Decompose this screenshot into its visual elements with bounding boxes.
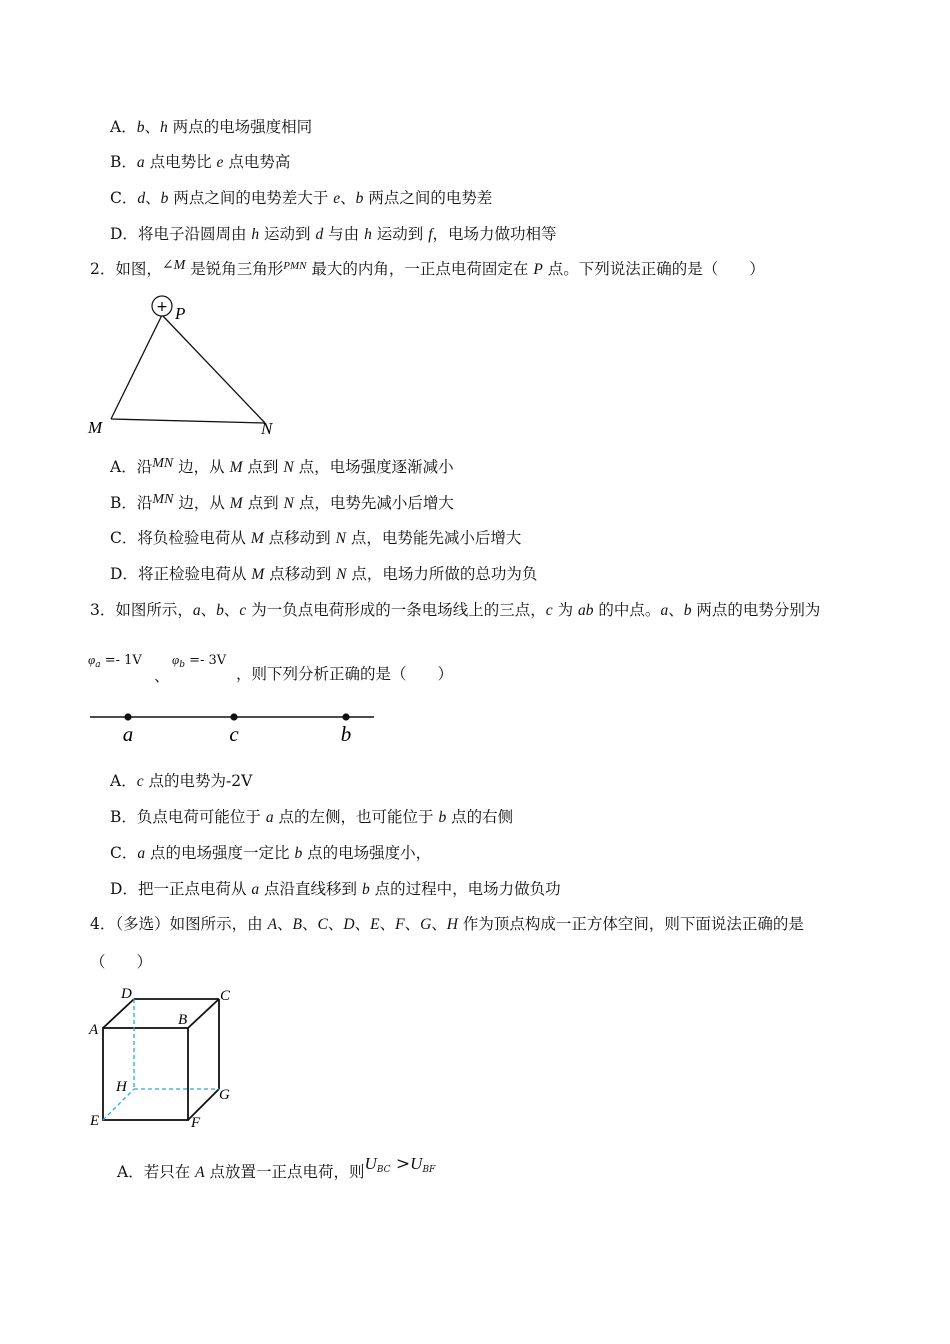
text: 点的右侧 bbox=[446, 808, 514, 826]
var: h bbox=[159, 119, 168, 136]
var: a bbox=[137, 845, 146, 862]
text: 、 bbox=[327, 915, 344, 933]
text: 点移动到 bbox=[263, 529, 336, 547]
var: M bbox=[229, 495, 243, 512]
var: d bbox=[315, 226, 324, 243]
u-symbol: U bbox=[410, 1154, 423, 1173]
text: 如图所示， bbox=[115, 601, 193, 619]
q1-option-b bbox=[110, 152, 290, 173]
text: 将负检验电荷从 bbox=[137, 529, 251, 547]
option-letter: B． bbox=[110, 153, 137, 171]
text: 点，电场强度逐渐减小 bbox=[293, 458, 454, 476]
var: M bbox=[229, 459, 243, 476]
q2-option-d bbox=[110, 564, 537, 585]
text: 是锐角三角形 bbox=[185, 260, 284, 278]
phi-symbol: φ bbox=[172, 652, 180, 667]
text: （多选）如图所示，由 bbox=[115, 915, 268, 933]
var: F bbox=[395, 916, 405, 933]
label-b: b bbox=[340, 722, 352, 746]
var: N bbox=[283, 459, 294, 476]
option-letter: B． bbox=[110, 808, 137, 826]
var: b bbox=[361, 881, 370, 898]
voltage-inequality bbox=[365, 1155, 436, 1173]
q2-option-a bbox=[110, 457, 454, 479]
option-letter: D． bbox=[110, 225, 138, 243]
option-letter: D． bbox=[110, 565, 138, 583]
question-number: 4． bbox=[90, 915, 116, 933]
text: 若只在 bbox=[143, 1163, 196, 1181]
label-g: G bbox=[219, 1087, 230, 1103]
var: d bbox=[137, 190, 146, 207]
question-number: 3． bbox=[90, 601, 116, 619]
text: 、 bbox=[379, 915, 396, 933]
text: 点放置一正点电荷，则 bbox=[204, 1163, 365, 1181]
math-triangle: PMN bbox=[283, 260, 307, 272]
phi-a-formula bbox=[88, 650, 142, 675]
text: 作为顶点构成一正方体空间，则下面说法正确的是 bbox=[458, 915, 804, 933]
charge-sign: + bbox=[156, 299, 168, 315]
var: M bbox=[250, 530, 264, 547]
var: h bbox=[364, 226, 372, 243]
text: 点到 bbox=[242, 458, 284, 476]
var: e bbox=[216, 154, 224, 171]
var: b bbox=[438, 809, 447, 826]
math-mn: MN bbox=[152, 456, 174, 471]
text: 点，电场力所做的总功为负 bbox=[346, 565, 538, 583]
text: 沿 bbox=[136, 458, 153, 476]
triangle-figure bbox=[80, 290, 300, 440]
label-p: P bbox=[175, 304, 186, 323]
u-symbol: U bbox=[364, 1154, 377, 1173]
var: N bbox=[283, 495, 294, 512]
subscript: a bbox=[95, 660, 101, 670]
var: b bbox=[683, 602, 692, 619]
text: 、 bbox=[354, 915, 371, 933]
text: 两点之间的电势差大于 bbox=[168, 189, 334, 207]
text: 边，从 bbox=[173, 494, 230, 512]
var: H bbox=[446, 916, 458, 933]
edge-pm bbox=[111, 315, 162, 419]
var: A bbox=[267, 916, 278, 933]
text: 点到 bbox=[242, 494, 284, 512]
option-letter: C． bbox=[110, 529, 138, 547]
text: 点的电场强度小， bbox=[302, 844, 432, 862]
q2-option-c bbox=[110, 528, 521, 549]
text: 点的电场强度一定比 bbox=[145, 844, 295, 862]
point-a bbox=[124, 713, 131, 720]
var: e bbox=[333, 190, 341, 207]
label-c: C bbox=[220, 988, 231, 1004]
var: a bbox=[251, 881, 260, 898]
text: 最大的内角，一正点电荷固定在 bbox=[306, 260, 534, 278]
label-a: A bbox=[89, 1022, 99, 1038]
var: b bbox=[160, 190, 169, 207]
q4-stem-line1 bbox=[90, 914, 804, 935]
q3-option-a bbox=[110, 771, 252, 792]
separator: 、 bbox=[154, 667, 170, 685]
option-letter: A． bbox=[110, 458, 137, 476]
edge-mn bbox=[111, 419, 265, 423]
text: 运动到 bbox=[259, 225, 316, 243]
var: A bbox=[195, 1164, 205, 1181]
math-angle: ∠M bbox=[161, 258, 186, 273]
subscript: BC bbox=[376, 1165, 391, 1175]
front-face bbox=[103, 1028, 188, 1120]
q4-option-a bbox=[117, 1154, 436, 1188]
text: 点电势高 bbox=[223, 153, 291, 171]
q1-option-d bbox=[110, 224, 557, 245]
var: C bbox=[317, 916, 328, 933]
var: M bbox=[251, 566, 265, 583]
option-letter: C． bbox=[110, 844, 138, 862]
text: ，电场力做功相等 bbox=[432, 225, 557, 243]
text: 将正检验电荷从 bbox=[137, 565, 252, 583]
var: N bbox=[336, 566, 347, 583]
text: 运动到 bbox=[371, 225, 429, 243]
text: 点沿直线移到 bbox=[259, 880, 362, 898]
text: 、 bbox=[340, 189, 356, 207]
q1-option-c bbox=[110, 188, 492, 209]
point-b bbox=[342, 713, 349, 720]
var: a bbox=[136, 154, 145, 171]
option-letter: B． bbox=[110, 494, 137, 512]
text: 的中点。 bbox=[593, 601, 661, 619]
question-number: 2． bbox=[90, 260, 116, 278]
text: 点的过程中，电场力做负功 bbox=[369, 880, 561, 898]
subscript: BF bbox=[422, 1165, 436, 1175]
var: h bbox=[251, 226, 260, 243]
var: D bbox=[343, 916, 355, 933]
label-e: E bbox=[90, 1113, 100, 1129]
var: c bbox=[136, 773, 144, 790]
cube-figure bbox=[85, 982, 245, 1132]
text: 负点电荷可能位于 bbox=[136, 808, 266, 826]
var: a bbox=[265, 809, 274, 826]
value: =- 1V bbox=[104, 653, 142, 668]
var: c bbox=[545, 602, 553, 619]
var: a bbox=[192, 602, 201, 619]
operator: > bbox=[390, 1154, 411, 1174]
point-c bbox=[230, 713, 237, 720]
edge-ad bbox=[103, 999, 134, 1028]
label-d: D bbox=[121, 986, 132, 1002]
field-line-figure bbox=[90, 705, 380, 750]
var: b bbox=[355, 190, 364, 207]
label-m: M bbox=[88, 418, 103, 437]
text: 两点的电势分别为 bbox=[691, 601, 821, 619]
text: 为一负点电荷形成的一条电场线上的三点， bbox=[246, 601, 546, 619]
text: 、 bbox=[431, 915, 447, 933]
var: b bbox=[216, 602, 224, 619]
var: E bbox=[370, 916, 380, 933]
q1-option-a bbox=[110, 117, 312, 138]
var: P bbox=[533, 261, 543, 278]
q3-option-d bbox=[110, 879, 561, 900]
text: 、 bbox=[277, 915, 293, 933]
var: f bbox=[428, 226, 433, 243]
value: =- 3V bbox=[189, 653, 227, 668]
var: B bbox=[292, 916, 303, 933]
q3-option-b bbox=[110, 807, 513, 828]
text: 点的电势为-2V bbox=[143, 772, 253, 790]
text: 、 bbox=[144, 118, 160, 136]
text: 、 bbox=[145, 189, 161, 207]
text: 沿 bbox=[136, 494, 153, 512]
option-letter: A． bbox=[110, 118, 137, 136]
q3-option-c bbox=[110, 843, 431, 864]
edge-pn bbox=[162, 315, 265, 423]
option-letter: D． bbox=[110, 880, 138, 898]
text: 、 bbox=[404, 915, 421, 933]
q3-stem-line1 bbox=[90, 600, 820, 621]
phi-symbol: φ bbox=[88, 652, 96, 667]
text: 如图， bbox=[115, 260, 162, 278]
text: 两点的电场强度相同 bbox=[167, 118, 313, 136]
text: 与由 bbox=[323, 225, 365, 243]
math-mn: MN bbox=[152, 492, 174, 507]
option-letter: A． bbox=[117, 1163, 144, 1181]
var: b bbox=[294, 845, 303, 862]
var: ab bbox=[578, 602, 594, 619]
q4-stem-line2 bbox=[90, 952, 152, 972]
text: 点的左侧，也可能位于 bbox=[273, 808, 439, 826]
text: 点，电势能先减小后增大 bbox=[345, 529, 522, 547]
var: N bbox=[335, 530, 346, 547]
answer-paren: （ ） bbox=[90, 953, 153, 971]
q2-option-b bbox=[110, 493, 454, 515]
text: ，则下列分析正确的是（ ） bbox=[236, 665, 454, 683]
label-h: H bbox=[116, 1079, 127, 1095]
text: 、 bbox=[223, 601, 240, 619]
var: b bbox=[136, 119, 145, 136]
text: 点，电势先减小后增大 bbox=[293, 494, 454, 512]
phi-b-formula bbox=[172, 650, 226, 675]
label-b: B bbox=[178, 1012, 188, 1028]
label-n: N bbox=[261, 419, 273, 438]
text: 点移动到 bbox=[264, 565, 337, 583]
label-f: F bbox=[191, 1115, 201, 1131]
text: 为 bbox=[552, 601, 578, 619]
label-a: a bbox=[122, 722, 134, 746]
text: 、 bbox=[200, 601, 217, 619]
label-c: c bbox=[229, 722, 239, 746]
text: 两点之间的电势差 bbox=[363, 189, 493, 207]
text: 、 bbox=[668, 601, 684, 619]
text: 点。下列说法正确的是（ ） bbox=[542, 260, 765, 278]
text: 把一正点电荷从 bbox=[137, 880, 252, 898]
option-letter: A． bbox=[110, 772, 137, 790]
edge-bc bbox=[188, 999, 219, 1028]
var: a bbox=[660, 602, 669, 619]
text: 边，从 bbox=[173, 458, 230, 476]
var: c bbox=[239, 602, 247, 619]
subscript: b bbox=[179, 660, 185, 670]
text: 点电势比 bbox=[144, 153, 217, 171]
text: 将电子沿圆周由 bbox=[137, 225, 252, 243]
q2-stem bbox=[90, 259, 765, 281]
text: 、 bbox=[302, 915, 318, 933]
var: G bbox=[420, 916, 432, 933]
option-letter: C． bbox=[110, 189, 138, 207]
